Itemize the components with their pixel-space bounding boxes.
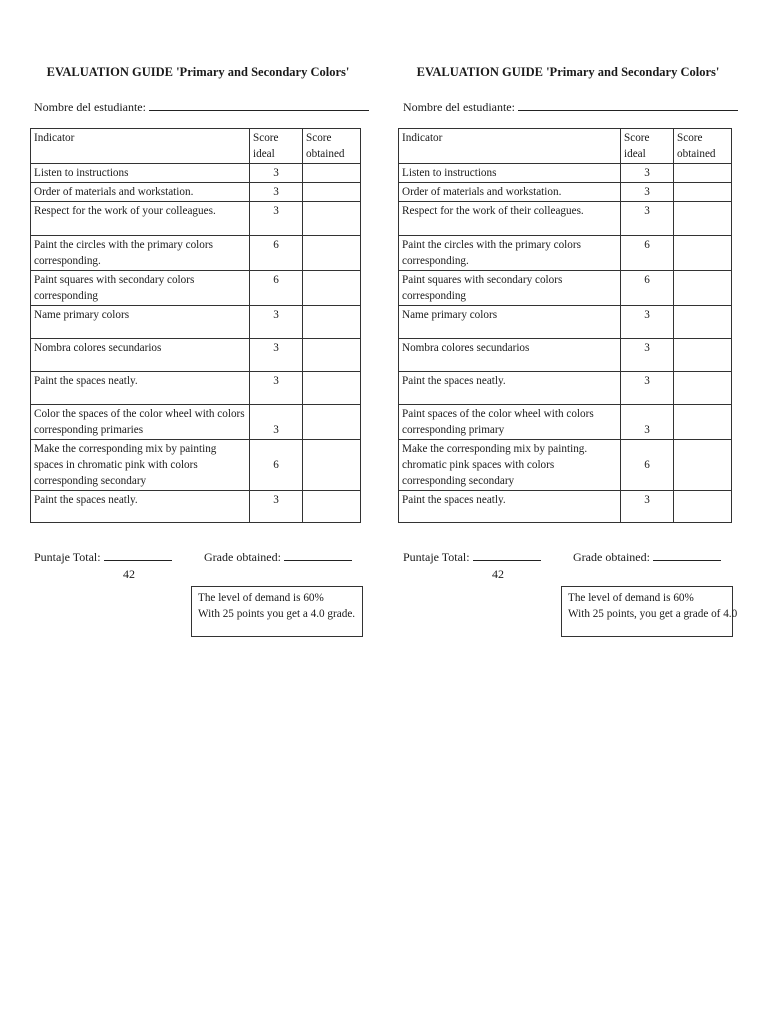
header-indicator: Indicator xyxy=(31,129,250,164)
score-ideal-cell: 3 xyxy=(621,372,674,405)
table-row xyxy=(31,271,361,306)
evaluation-guide-right xyxy=(398,62,738,620)
indicator-cell: Order of materials and workstation. xyxy=(31,183,250,202)
score-ideal-cell: 3 xyxy=(621,202,674,236)
grade-obtained xyxy=(204,548,352,565)
grading-note-line-1: The level of demand is 60% xyxy=(568,592,694,604)
table-row xyxy=(399,271,732,306)
indicator-cell: Make the corresponding mix by painting spaces in chromatic pink with colors corresponding secondary xyxy=(31,440,250,491)
table-row xyxy=(31,306,361,339)
indicator-cell: Paint the spaces neatly. xyxy=(31,372,250,405)
student-name-row xyxy=(34,98,369,115)
student-name-label: Nombre del estudiante: xyxy=(34,100,146,114)
score-ideal-cell: 6 xyxy=(250,236,303,271)
grading-note xyxy=(191,586,363,637)
score-ideal-cell: 3 xyxy=(250,405,303,440)
total-score-field[interactable] xyxy=(104,548,172,561)
indicator-cell: Order of materials and workstation. xyxy=(399,183,621,202)
table-row xyxy=(399,306,732,339)
table-row xyxy=(31,339,361,372)
table-row xyxy=(31,183,361,202)
score-obtained-cell[interactable] xyxy=(303,306,361,339)
score-obtained-cell[interactable] xyxy=(303,372,361,405)
total-score-field[interactable] xyxy=(473,548,541,561)
score-obtained-cell[interactable] xyxy=(303,183,361,202)
header-score-ideal: Score ideal xyxy=(621,129,674,164)
score-ideal-cell: 3 xyxy=(250,202,303,236)
header-score-obtained: Score obtained xyxy=(674,129,732,164)
indicator-cell: Listen to instructions xyxy=(31,164,250,183)
indicator-cell: Paint the spaces neatly. xyxy=(399,491,621,523)
indicator-cell: Listen to instructions xyxy=(399,164,621,183)
indicator-cell: Paint the circles with the primary colors corresponding. xyxy=(399,236,621,271)
table-header-row xyxy=(399,129,732,164)
evaluation-table xyxy=(398,128,732,523)
score-ideal-cell: 3 xyxy=(621,491,674,523)
score-ideal-cell: 6 xyxy=(250,271,303,306)
totals-row xyxy=(403,548,743,565)
header-score-ideal: Score ideal xyxy=(250,129,303,164)
grading-note-line-2: With 25 points you get a 4.0 grade. xyxy=(198,608,356,620)
score-obtained-cell[interactable] xyxy=(303,164,361,183)
grade-obtained-label: Grade obtained: xyxy=(204,550,281,564)
table-row xyxy=(399,339,732,372)
indicator-cell: Nombra colores secundarios xyxy=(399,339,621,372)
score-obtained-cell[interactable] xyxy=(303,339,361,372)
score-ideal-cell: 3 xyxy=(250,183,303,202)
indicator-cell: Paint the spaces neatly. xyxy=(399,372,621,405)
table-row xyxy=(31,164,361,183)
score-ideal-cell: 3 xyxy=(621,164,674,183)
grading-note xyxy=(561,586,738,637)
score-obtained-cell[interactable] xyxy=(674,372,732,405)
score-obtained-cell[interactable] xyxy=(303,440,361,491)
header-indicator: Indicator xyxy=(399,129,621,164)
score-ideal-cell: 3 xyxy=(250,372,303,405)
score-obtained-cell[interactable] xyxy=(674,236,732,271)
grade-obtained-field[interactable] xyxy=(653,548,721,561)
score-obtained-cell[interactable] xyxy=(674,440,732,491)
score-ideal-cell: 3 xyxy=(250,339,303,372)
score-obtained-cell[interactable] xyxy=(303,202,361,236)
score-ideal-cell: 3 xyxy=(621,405,674,440)
table-row xyxy=(399,164,732,183)
score-ideal-cell: 6 xyxy=(621,440,674,491)
score-ideal-cell: 6 xyxy=(621,236,674,271)
table-row xyxy=(399,491,732,523)
indicator-cell: Respect for the work of their colleagues. xyxy=(399,202,621,236)
total-score-value: 42 xyxy=(123,567,135,581)
table-row xyxy=(399,372,732,405)
grading-note-line-1: The level of demand is 60% xyxy=(198,592,324,604)
score-obtained-cell[interactable] xyxy=(674,405,732,440)
table-row xyxy=(31,440,361,491)
indicator-cell: Name primary colors xyxy=(399,306,621,339)
indicator-cell: Paint spaces of the color wheel with colors corresponding primary xyxy=(399,405,621,440)
table-row xyxy=(399,236,732,271)
student-name-field[interactable] xyxy=(518,98,738,111)
score-obtained-cell[interactable] xyxy=(303,491,361,523)
indicator-cell: Paint the spaces neatly. xyxy=(31,491,250,523)
student-name-row xyxy=(403,98,738,115)
score-ideal-cell: 3 xyxy=(250,491,303,523)
indicator-cell: Respect for the work of your colleagues. xyxy=(31,202,250,236)
table-row xyxy=(399,440,732,491)
table-row xyxy=(31,236,361,271)
student-name-field[interactable] xyxy=(149,98,369,111)
indicator-cell: Color the spaces of the color wheel with colors corresponding primaries xyxy=(31,405,250,440)
grade-obtained-field[interactable] xyxy=(284,548,352,561)
header-score-obtained: Score obtained xyxy=(303,129,361,164)
score-ideal-cell: 3 xyxy=(621,183,674,202)
table-row xyxy=(31,202,361,236)
score-obtained-cell[interactable] xyxy=(674,339,732,372)
table-row xyxy=(399,183,732,202)
indicator-cell: Name primary colors xyxy=(31,306,250,339)
total-score-label: Puntaje Total: xyxy=(34,550,101,564)
indicator-cell: Paint squares with secondary colors corresponding xyxy=(399,271,621,306)
score-obtained-cell[interactable] xyxy=(674,164,732,183)
score-ideal-cell: 3 xyxy=(621,306,674,339)
score-obtained-cell[interactable] xyxy=(303,405,361,440)
score-obtained-cell[interactable] xyxy=(674,491,732,523)
table-header-row xyxy=(31,129,361,164)
grade-obtained-label: Grade obtained: xyxy=(573,550,650,564)
student-name-label: Nombre del estudiante: xyxy=(403,100,515,114)
guide-title: EVALUATION GUIDE 'Primary and Secondary Colors' xyxy=(46,65,350,79)
evaluation-guide-left xyxy=(28,62,368,620)
table-row xyxy=(31,405,361,440)
score-obtained-cell[interactable] xyxy=(303,271,361,306)
guide-title: EVALUATION GUIDE 'Primary and Secondary Colors' xyxy=(416,65,720,79)
score-ideal-cell: 3 xyxy=(250,306,303,339)
score-obtained-cell[interactable] xyxy=(674,271,732,306)
indicator-cell: Make the corresponding mix by painting. chromatic pink spaces with colors corresponding secondary xyxy=(399,440,621,491)
score-ideal-cell: 3 xyxy=(250,164,303,183)
grade-obtained xyxy=(573,548,721,565)
score-ideal-cell: 3 xyxy=(621,339,674,372)
score-obtained-cell[interactable] xyxy=(674,183,732,202)
table-row xyxy=(399,202,732,236)
score-obtained-cell[interactable] xyxy=(674,202,732,236)
indicator-cell: Paint the circles with the primary colors corresponding. xyxy=(31,236,250,271)
score-obtained-cell[interactable] xyxy=(674,306,732,339)
evaluation-table xyxy=(30,128,361,523)
totals-row xyxy=(34,548,374,565)
table-row xyxy=(399,405,732,440)
grading-note-line-2: With 25 points, you get a grade of 4.0 xyxy=(568,608,738,620)
indicator-cell: Nombra colores secundarios xyxy=(31,339,250,372)
indicator-cell: Paint squares with secondary colors corresponding xyxy=(31,271,250,306)
score-ideal-cell: 6 xyxy=(621,271,674,306)
total-score-value: 42 xyxy=(492,567,504,581)
total-score-label: Puntaje Total: xyxy=(403,550,470,564)
table-row xyxy=(31,491,361,523)
score-ideal-cell: 6 xyxy=(250,440,303,491)
score-obtained-cell[interactable] xyxy=(303,236,361,271)
table-row xyxy=(31,372,361,405)
